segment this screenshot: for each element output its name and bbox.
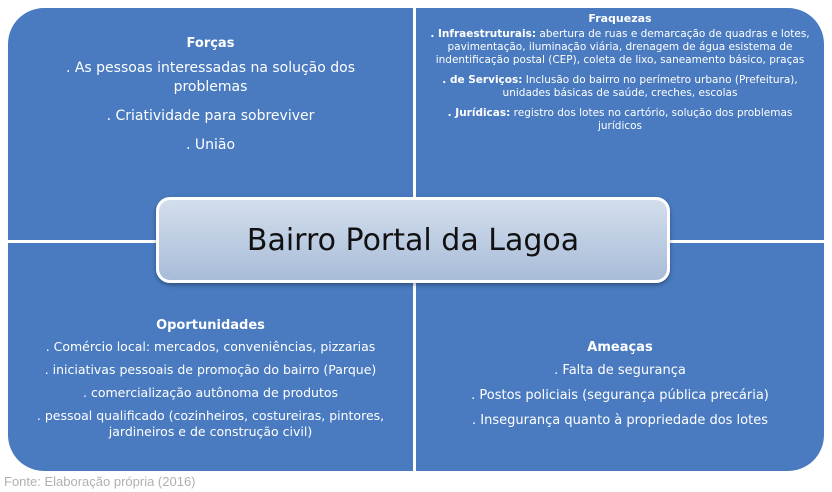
oportunidades-item: . iniciativas pessoais de promoção do bairro (Parque) bbox=[44, 362, 377, 377]
center-title-box bbox=[156, 197, 670, 283]
oportunidades-item: . Comércio local: mercados, conveniências, pizzarias bbox=[45, 339, 376, 354]
forcas-item: . Criatividade para sobreviver bbox=[106, 108, 315, 124]
fraquezas-item-label: . Jurídicas: bbox=[447, 107, 511, 119]
forcas-title: Forças bbox=[186, 36, 235, 51]
fraquezas-title: Fraquezas bbox=[588, 12, 652, 25]
ameacas-item: . Insegurança quanto à propriedade dos lotes bbox=[472, 413, 768, 428]
fraquezas-item-text: registro dos lotes no cartório, solução dos problemas jurídicos bbox=[510, 107, 793, 132]
oportunidades-title: Oportunidades bbox=[156, 318, 265, 333]
oportunidades-item: . pessoal qualificado (cozinheiros, costureiras, pintores, jardineiros e de construção civil) bbox=[36, 408, 385, 439]
fraquezas-item-text: abertura de ruas e demarcação de quadras e lotes, pavimentação, iluminação viária, drenagem de água esistema de indentificação postal (CEP), coleta de lixo, saneamento básico, praças bbox=[435, 28, 810, 66]
ameacas-title: Ameaças bbox=[587, 340, 653, 355]
fraquezas-item-label: . de Serviços: bbox=[442, 74, 523, 86]
forcas-item: . As pessoas interessadas na solução dos problemas bbox=[65, 60, 356, 95]
fraquezas-item bbox=[428, 28, 812, 67]
forcas-item: . União bbox=[185, 137, 236, 153]
ameacas-item: . Falta de segurança bbox=[554, 363, 686, 378]
fraquezas-item-text: Inclusão do bairro no perímetro urbano (Prefeitura), unidades básicas de saúde, creches, escolas bbox=[502, 74, 798, 99]
center-title: Bairro Portal da Lagoa bbox=[246, 222, 580, 258]
fraquezas-item bbox=[428, 107, 812, 133]
fraquezas-item-label: . Infraestruturais: bbox=[430, 28, 537, 40]
oportunidades-item: . comercialização autônoma de produtos bbox=[83, 385, 338, 400]
ameacas-item: . Postos policiais (segurança pública precária) bbox=[471, 388, 769, 403]
source-caption: Fonte: Elaboração própria (2016) bbox=[4, 474, 196, 489]
fraquezas-item bbox=[428, 74, 812, 100]
